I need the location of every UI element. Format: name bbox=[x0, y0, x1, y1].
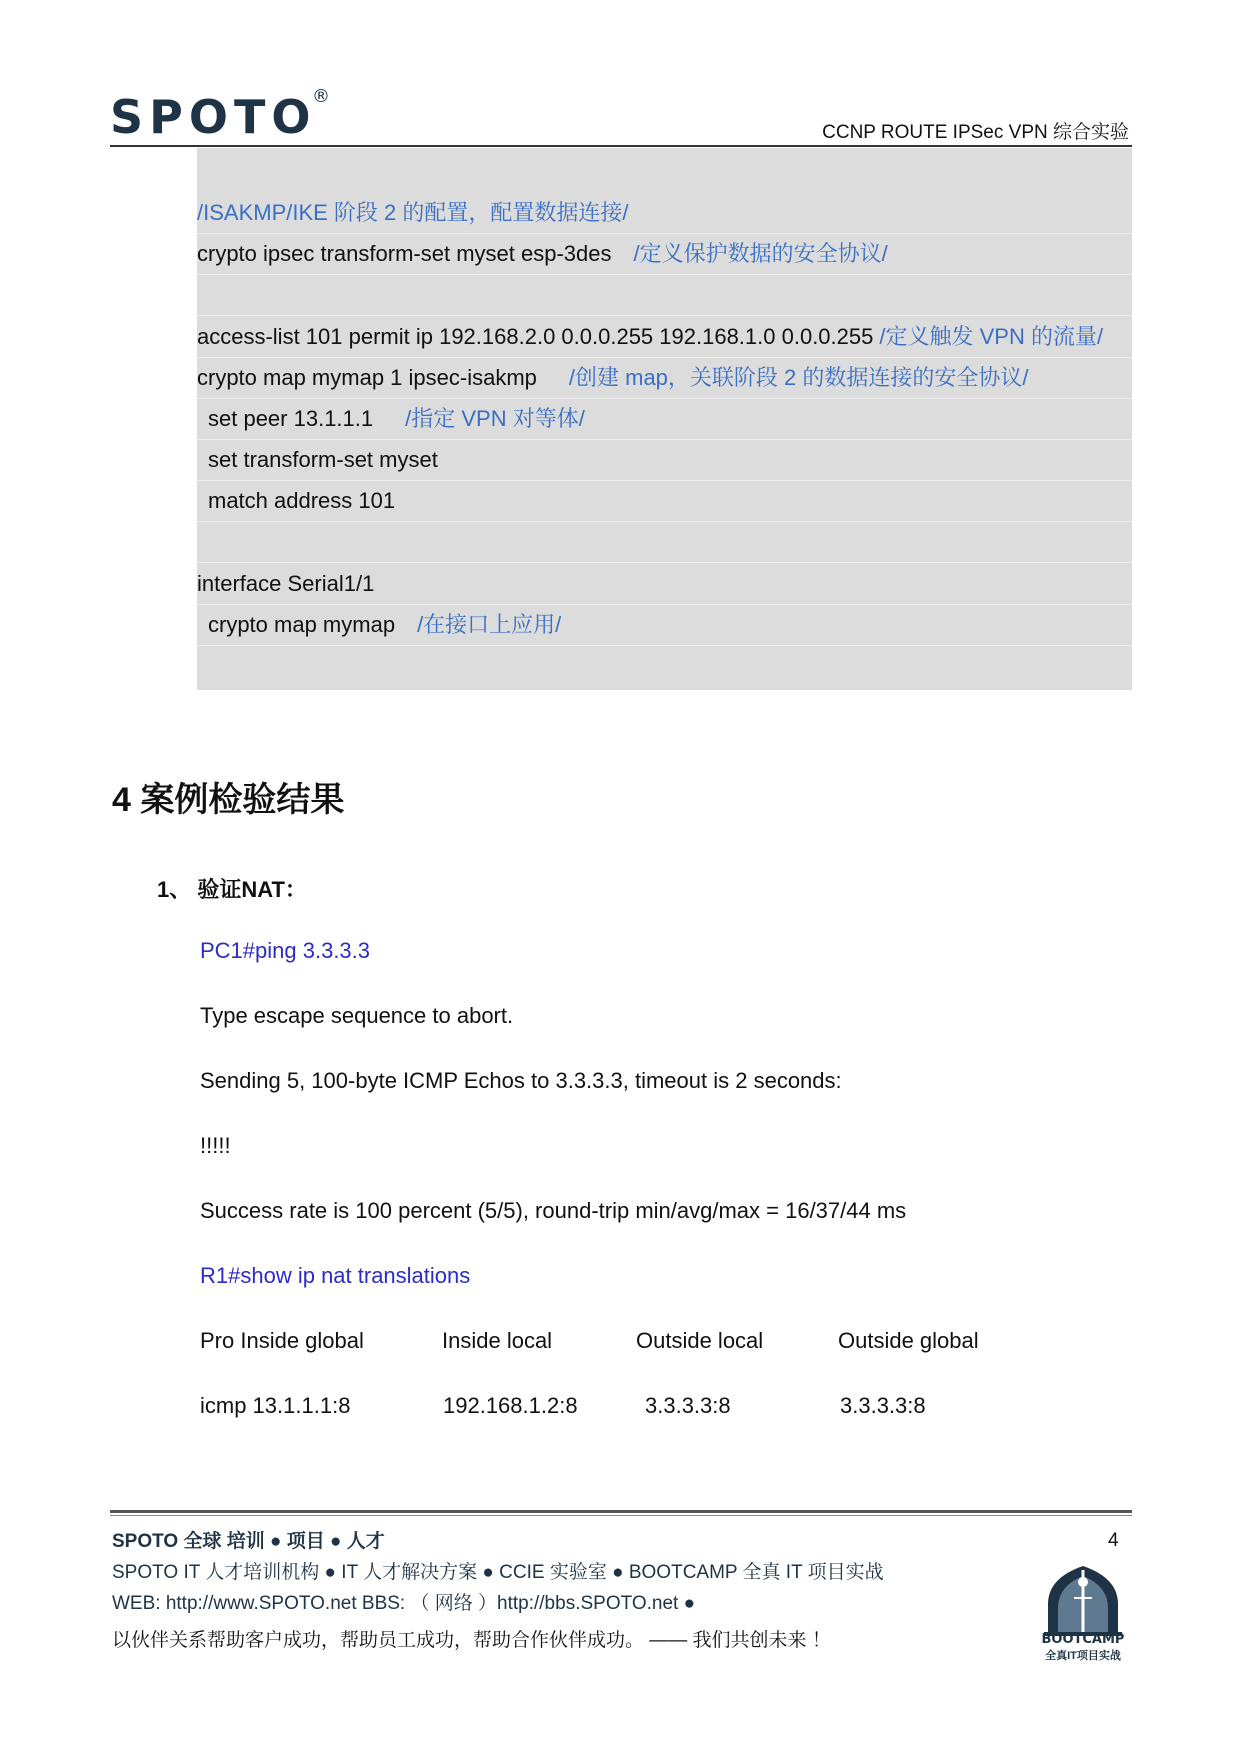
page-number: 4 bbox=[1108, 1530, 1119, 1551]
code-line bbox=[197, 233, 1132, 275]
code-line bbox=[197, 316, 1132, 358]
footer-divider bbox=[110, 1510, 1132, 1513]
badge-title: BOOTCAMP bbox=[1041, 1632, 1125, 1647]
code-comment: /定义保护数据的安全协议/ bbox=[633, 241, 888, 266]
nat-row-cell: icmp 13.1.1.1:8 bbox=[200, 1393, 351, 1418]
code-line bbox=[197, 521, 1132, 563]
subsection-heading: 1、 验证NAT： bbox=[157, 877, 307, 902]
nat-header-cell: Outside local bbox=[636, 1328, 764, 1353]
footer-motto: 以伙伴关系帮助客户成功，帮助员工成功，帮助合作伙伴成功。 —— 我们共创未来 ！ bbox=[112, 1630, 831, 1651]
ping-command: PC1#ping 3.3.3.3 bbox=[200, 938, 371, 963]
footer-links: WEB: http://www.SPOTO.net BBS: （ 网络 ）http://bbs.SPOTO.net ● bbox=[112, 1593, 696, 1614]
nat-row-cell: 192.168.1.2:8 bbox=[443, 1393, 578, 1418]
output-line: Type escape sequence to abort. bbox=[200, 1003, 514, 1028]
code-command: interface Serial1/1 bbox=[197, 571, 375, 596]
code-command: crypto map mymap bbox=[208, 612, 396, 637]
code-line bbox=[197, 398, 1132, 440]
code-line bbox=[197, 357, 1132, 399]
footer-slogan: SPOTO 全球 培训 ● 项目 ● 人才 bbox=[112, 1531, 385, 1552]
code-line bbox=[197, 604, 1132, 646]
code-comment: /指定 VPN 对等体/ bbox=[405, 406, 585, 431]
code-comment: /在接口上应用/ bbox=[417, 612, 562, 637]
code-line bbox=[197, 192, 1132, 234]
code-line bbox=[197, 563, 1132, 605]
badge-subtitle: 全真IT项目实战 bbox=[1045, 1650, 1121, 1662]
output-line: !!!!! bbox=[200, 1133, 231, 1158]
code-command: set transform-set myset bbox=[208, 447, 438, 472]
footer-divider-thin bbox=[110, 1515, 1132, 1516]
output-line: Sending 5, 100-byte ICMP Echos to 3.3.3.3, timeout is 2 seconds: bbox=[200, 1068, 842, 1093]
code-command: set peer 13.1.1.1 bbox=[208, 406, 374, 431]
spoto-logo: SPOTO bbox=[110, 90, 317, 144]
output-line: Success rate is 100 percent (5/5), round-trip min/avg/max = 16/37/44 ms bbox=[200, 1198, 907, 1223]
code-command: crypto map mymap 1 ipsec-isakmp bbox=[197, 365, 537, 390]
footer-services: SPOTO IT 人才培训机构 ● IT 人才解决方案 ● CCIE 实验室 ● BOOTCAMP 全真 IT 项目实战 bbox=[112, 1562, 884, 1583]
nat-row-cell: 3.3.3.3:8 bbox=[645, 1393, 731, 1418]
code-comment: /创建 map，关联阶段 2 的数据连接的安全协议/ bbox=[568, 365, 1029, 390]
code-comment: /定义触发 VPN 的流量/ bbox=[879, 324, 1104, 349]
section-heading: 4 案例检验结果 bbox=[112, 781, 345, 819]
code-command: access-list 101 permit ip 192.168.2.0 0.0.0.255 192.168.1.0 0.0.0.255 bbox=[197, 324, 874, 349]
nat-row-cell: 3.3.3.3:8 bbox=[840, 1393, 926, 1418]
code-comment: /ISAKMP/IKE 阶段 2 的配置，配置数据连接/ bbox=[197, 200, 629, 225]
config-code-block bbox=[197, 148, 1132, 690]
nat-header-cell: Pro Inside global bbox=[200, 1328, 364, 1353]
document-title: CCNP ROUTE IPSec VPN 综合实验 bbox=[822, 122, 1129, 143]
code-line bbox=[197, 274, 1132, 316]
code-line bbox=[197, 439, 1132, 481]
registered-mark: ® bbox=[312, 86, 330, 107]
code-command: match address 101 bbox=[208, 488, 396, 513]
code-line bbox=[197, 480, 1132, 522]
header-divider bbox=[110, 145, 1132, 147]
nat-header-cell: Inside local bbox=[442, 1328, 553, 1353]
nat-header-cell: Outside global bbox=[838, 1328, 979, 1353]
nat-command: R1#show ip nat translations bbox=[200, 1263, 471, 1288]
code-command: crypto ipsec transform-set myset esp-3des bbox=[197, 241, 612, 266]
